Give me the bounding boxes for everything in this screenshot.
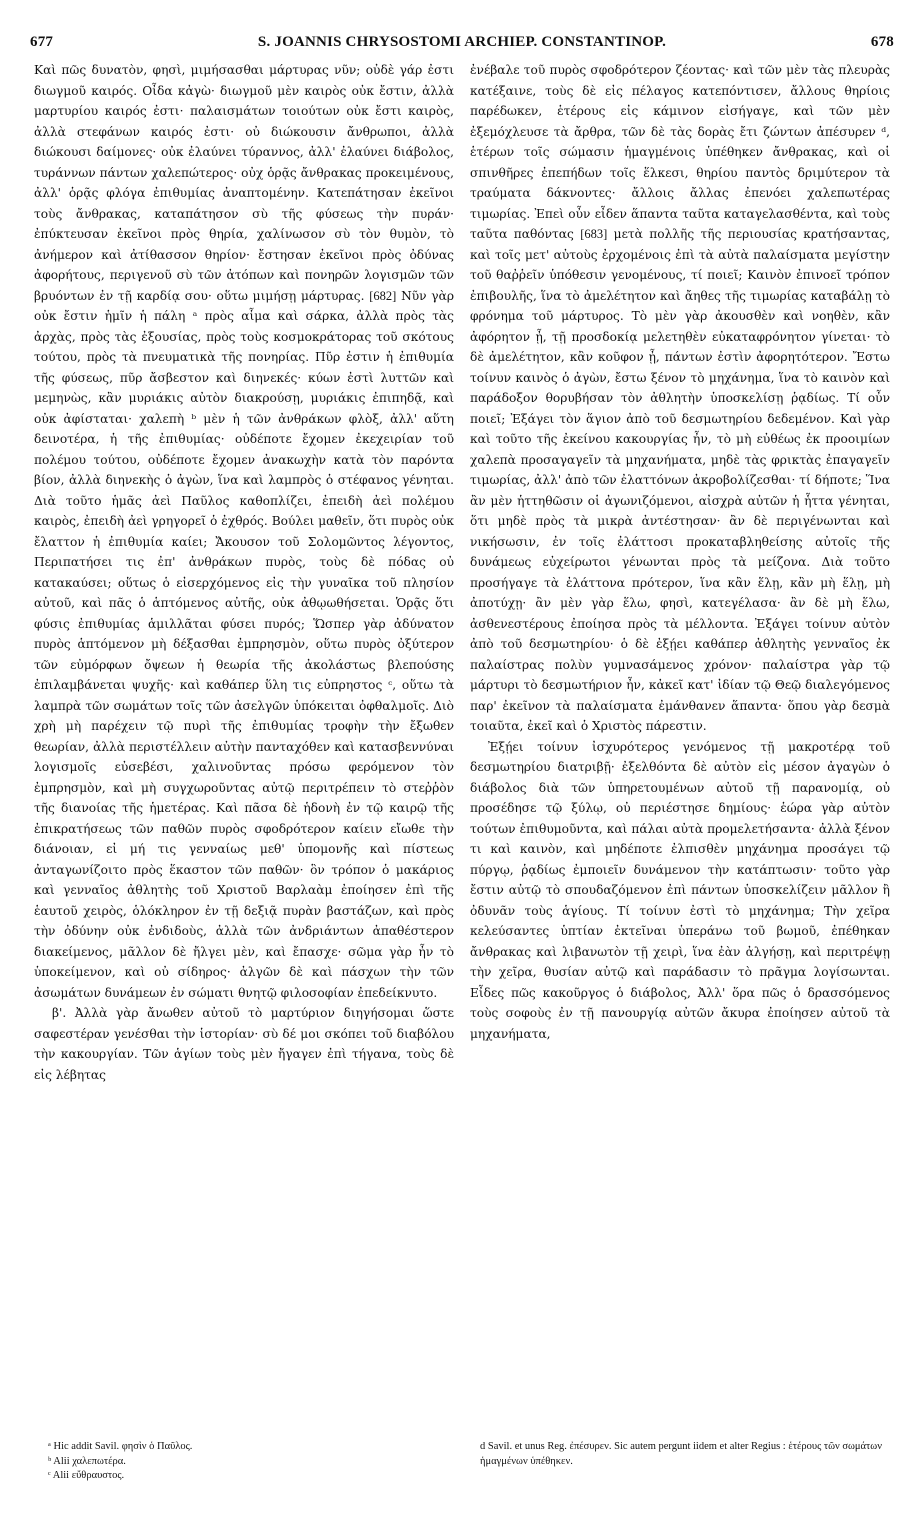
footnote-c: ᶜ Alii εὔθραυστος. (48, 1470, 125, 1481)
footnote-a: ᵃ Hic addit Savil. φησὶν ὁ Παῦλος. (48, 1441, 193, 1452)
right-paragraph-1 (470, 60, 890, 737)
running-title: S. JOANNIS CHRYSOSTOMI ARCHIEP. CONSTANTINOP. (257, 34, 667, 50)
page-number-right: 678 (870, 34, 894, 50)
left-text-1b: Νῦν γὰρ οὐκ ἔστιν ἡμῖν ἡ πάλη ᵃ πρὸς αἷμα καὶ σάρκα, ἀλλὰ πρὸς τὰς ἀρχὰς, πρὸς τὰς ἐξουσίας, πρὸς τοὺς κοσμοκράτορας τοῦ σκότους τούτου, πρὸς τὰ πνευματικὰ τῆς πονηρίας. Πῦρ ἐστιν ἡ ἐπιθυμία τῆς φύσεως, πῦρ ἄσβεστον καὶ διηνεκές· κύων ἐστὶ λυττῶν καὶ μεμηνὼς, κἂν μυριάκις αὐτὸν διακρούσῃ, μυριάκις ἐπιπηδᾷ, καὶ οὐκ ἀφίσταται· χαλεπὴ ᵇ μὲν ἡ τῶν ἀνθράκων φλὸξ, ἀλλ' αὕτη δεινοτέρα, ἡ τῆς ἐπιθυμίας· οὐδέποτε ἔχομεν ἐκεχειρίαν τοῦ πολέμου τούτου, οὐδέποτε ἔχομεν ἀνακωχὴν κατὰ τὸν παρόντα βίον, ἀλλὰ διηνεκὴς ὁ ἀγὼν, ἵνα καὶ λαμπρὸς ὁ στέφανος γένηται. Διὰ τοῦτο ἡμᾶς ἀεὶ Παῦλος καθοπλίζει, ἐπειδὴ ἀεὶ πολέμου καιρὸς, ἐπειδὴ ἀεὶ γρηγορεῖ ὁ ἐχθρός. Βούλει μαθεῖν, ὅτι πυρὸς οὐκ ἔλαττον ἡ ἐπιθυμία καίει; Ἄκουσον τοῦ Σολομῶντος λέγοντος, Περιπατήσει τις ἐπ' ἀνθράκων πυρὸς, τοὺς δὲ πόδας οὐ κατακαύσει; οὕτως ὁ εἰσερχόμενος εἰς τὴν γυναῖκα τοῦ πλησίον αὐτοῦ, καὶ πᾶς ὁ ἁπτόμενος αὐτῆς, οὐκ ἀθῳωθήσεται. Ὁρᾷς ὅτι φύσις ἐπιθυμίας ἁμιλλᾶται φύσει πυρός; Ὥσπερ γὰρ ἀδύνατον πυρὸς ἁπτόμενον μὴ δέξασθαι ἐμπρησμὸν, οὕτω πυρὸς ὀξύτερον τῶν εὐμόρφων ὄψεων ἡ θεωρία τῆς ἀκολάστως βλεπούσης ἐπιλαμβάνεται ψυχῆς· καὶ καθάπερ ὕλη τις εὐπρηστος ᶜ, οὕτω τὰ λαμπρὰ τῶν σωμάτων τοῖς τῶν ἀσελγῶν ὑπόκειται ὀφθαλμοῖς. Διὸ χρὴ μὴ παρέχειν τῷ πυρὶ τῆς ἐπιθυμίας τροφὴν τὴν ἔξωθεν θεωρίαν, ἀλλὰ περιστέλλειν αὐτὴν πανταχόθεν καὶ κατασβεννύναι λογισμοῖς εὐσεβέσι, χαλινοῦντας πρόσω φερόμενον τὸν ἐμπρησμὸν, καὶ μὴ συγχωροῦντας αὐτῷ περιτρέπειν τὸ στεῤῥὸν τῆς διανοίας τῆς ἡμετέρας. Καὶ πᾶσα δὲ ἡδονὴ ἐν τῷ καιρῷ τῆς ἐπικρατήσεως τῶν παθῶν πυρὸς σφοδρότερον καίειν εἴωθε τὴν διάνοιαν, εἰ μή τις γενναίως μεθ' ὑπομονῆς καὶ πίστεως ἀνταγωνίζοιτο πρὸς ἕκαστον τῶν παθῶν· ὃν τρόπον ὁ μακάριος καὶ γενναῖος ἀθλητὴς τοῦ Χριστοῦ Βαρλαὰμ ἐποίησεν ἐπὶ τῆς ἑαυτοῦ χειρὸς, ὁλόκληρον ἐν τῇ δεξιᾷ πυρὰν βαστάζων, καὶ πρὸς τὴν ὀδύνην οὐκ ἐνδιδοὺς, ἀλλὰ τῶν ἀνδριάντων ἀπαθέστερον διακείμενος, μᾶλλον δὲ ἤλγει μὲν, καὶ ἔπασχε· σῶμα γὰρ ἦν τὸ ὑποκείμενον, καὶ οὐ σίδηρος· ἀλγῶν δὲ καὶ πάσχων τὴν τῶν ἀσωμάτων δυνάμεων ἐν σώματι θνητῷ φιλοσοφίαν ἐπεδείκνυτο. (34, 288, 454, 1000)
right-text-1: ἐνέβαλε τοῦ πυρὸς σφοδρότερον ζέοντας· καὶ τῶν μὲν τὰς πλευρὰς κατέξαινε, τοὺς δὲ εἰς πέλαγος κατεπόντισεν, ἄλλους θηρίοις παρέδωκεν, ἑτέρους εἰς κάμινον εἰσήγαγε, καὶ τῶν μὲν ἐξεμόχλευσε τὰ ἄρθρα, τῶν δὲ τὰς δορὰς ἔτι ζώντων ἀπέσυρεν ᵈ, ἑτέρων τοῖς σώμασιν ἡμαγμένοις ὑπέθηκεν ἄνθρακας, καὶ οἱ σπινθῆρες ἐπεπήδων τοῖς ἕλκεσι, θηρίου παντὸς δριμύτερον τὰ τραύματα δάκνοντες· ἄλλοις ἄλλας ἐπενόει χαλεπωτέρας τιμωρίας. Ἐπεὶ οὖν εἶδεν ἅπαντα ταῦτα καταγελασθέντα, καὶ τοὺς ταῦτα παθόντας (470, 63, 890, 241)
right-column (470, 60, 890, 1460)
page-number-left: 677 (30, 34, 54, 50)
page-reference-682: [682] (369, 288, 397, 303)
right-paragraph-2: Ἐξῄει τοίνυν ἰσχυρότερος γενόμενος τῇ μακροτέρᾳ τοῦ δεσμωτηρίου διατριβῇ· ἐξελθόντα δὲ αὐτὸν εἰς μέσον ἀγαγὼν ὁ διάβολος διὰ τῶν ὑπηρετουμένων αὐτοῦ τῇ παρανομίᾳ, οὐ προσέδησε τῷ ξύλῳ, οὐ περιέστησε δημίους· ἑώρα γὰρ αὐτὸν τούτων ἐπιθυμοῦντα, καὶ πάλαι αὐτὰ προμελετήσαντα· ἀλλὰ ξένον τι καὶ καινὸν, καὶ μηδέποτε ἐλπισθὲν μηχάνημα προσάγει τῷ πύργῳ, ῥᾳδίως ἐμποιεῖν δυνάμενον τὴν κατάπτωσιν· τοῦτο γὰρ ἔστιν αὐτῷ τὸ σπουδαζόμενον ἐπὶ πάντων ὑποσκελίζειν μᾶλλον ἢ ὀδυνᾶν τοὺς ἁγίους. Τί τοίνυν ἐστὶ τὸ μηχάνημα; Τὴν χεῖρα κελεύσαντες ὑπτίαν ἐκτεῖναι ὑπεράνω τοῦ βωμοῦ, ἐπέθηκαν ἄνθρακας καὶ λιβανωτὸν τῇ χειρὶ, ἵνα ἐὰν ἀλγήσῃ, καὶ περιτρέψῃ τὴν χεῖρα, θυσίαν αὐτῷ καὶ παράδασιν τὸ πρᾶγμα λογίσωνται. Εἶδες πῶς κακοῦργος ὁ διάβολος, Ἀλλ' ὅρα πῶς ὁ δρασσόμενος τοὺς σοφοὺς ἐν τῇ πανουργίᾳ αὐτῶν ἄκυρα ἐποίησεν αὐτοῦ τὰ μηχανήματα, (470, 739, 890, 1041)
footnotes-left (48, 1440, 468, 1484)
footnote-d: d Savil. et unus Reg. ἐπέσυρεν. Sic autem pergunt iidem et alter Regius : ἑτέρους τῶν σωμάτων ἡμαγμένων ὑπέθηκεν. (480, 1441, 882, 1467)
left-column (34, 60, 454, 1460)
left-paragraph-1 (34, 60, 454, 1003)
page-header (30, 34, 894, 60)
right-text-1b: μετὰ πολλῆς τῆς περιουσίας κρατήσαντας, καὶ τοῖς μετ' αὐτοὺς ἐρχομένοις ἐπὶ τὰ αὐτὰ παλαίσματα μεγίστην τοῦ θαῤῥεῖν ὑπόθεσιν γενομένους, τί ποιεῖ; Καινὸν ἐπινοεῖ τρόπον ἐπιβουλῆς, ἵνα τὸ ἀμελέτητον καὶ ἄηθες τῆς τιμωρίας καταβάλῃ τὸ φρόνημα τοῦ μάρτυρος. Τὸ μὲν γὰρ ἀκουσθὲν καὶ νοηθὲν, κἂν ἀφόρητον ᾖ, τῇ προσδοκίᾳ μελετηθὲν εὐκαταφρόνητον γίνεται· τὸ δὲ ἀμελέτητον, κἂν κοῦφον ᾖ, πάντων ἐστὶν ἀφορητότερον. Ἔστω τοίνυν καινὸς ὁ ἀγὼν, ἔστω ξένον τὸ μηχάνημα, ἵνα τὸ καινὸν καὶ παράδοξον θορυβήσαν τὸν ἀθλητὴν ὑποσκελίσῃ ῥᾳδίως. Τί οὖν ποιεῖ; Ἐξάγει τὸν ἅγιον ἀπὸ τοῦ δεσμωτηρίου δεδεμένον. Καὶ γὰρ καὶ τοῦτο τῆς ἐκείνου κακουργίας ἦν, τὸ μὴ εὐθέως ἐκ προοιμίων χαλεπὰ προσαγαγεῖν τὰ μηχανήματα, μηδὲ τὰς φρικτὰς ἐπαγαγεῖν τιμωρίας, ἀλλ' ἀπὸ τῶν ἐλαττόνων ἀκροβολίζεσθαι· τί δήποτε; Ἵνα ἂν μὲν ἡττηθῶσιν οἱ ἀγωνιζόμενοι, αἰσχρὰ αὐτῶν ἡ ἧττα γένηται, ὅτι μηδὲ πρὸς τὰ μικρὰ ἀντέστησαν· ἂν δὲ περιγένωνται καὶ νικήσωσιν, ἐν τοῖς ἐλάττοσι προκαταβληθείσης αὐτοῖς τῆς δυνάμεως εὐχείρωτοι γένωνται πρὸς τὰ μείζονα. Διὰ τοῦτο προσήγαγε τὰ ἐλάττονα πρότερον, ἵνα κἂν ἕλῃ, κἂν μὴ ἕλῃ, μὴ ἀποτύχῃ· ἂν μὲν γὰρ ἕλω, φησὶ, κατεγέλασα· ἂν δὲ μὴ ἕλω, ἀσθενεστέρους ἐποίησα πρὸς τὰ μέλλοντα. Ἐξάγει τοίνυν αὐτὸν ἀπὸ τοῦ δεσμωτηρίου· ὁ δὲ ἐξῄει καθάπερ ἀθλητὴς γενναῖος ἐκ παλαίστρας πολὺν γυμνασάμενος χρόνον· παλαίστρα γὰρ τῷ μάρτυρι τὸ δεσμωτήριον ἦν, κἀκεῖ κατ' ἰδίαν τῷ Θεῷ διαλεγόμενος παρ' ἐκεῖνον τὰ παλαίσματα ἐμάνθανεν ἅπαντα· ὅπου γὰρ δεσμὰ τοιαῦτα, ἐκεῖ καὶ ὁ Χριστὸς πάρεστιν. (470, 227, 890, 733)
footnote-b: ᵇ Alii χαλεπωτέρα. (48, 1455, 126, 1467)
left-text-1: Καὶ πῶς δυνατὸν, φησὶ, μιμήσασθαι μάρτυρας νῦν; οὐδὲ γάρ ἐστι διωγμοῦ καιρός. Οἶδα κἀγὼ· διωγμοῦ μὲν καιρὸς οὐκ ἔστιν, ἀλλὰ μαρτυρίου καιρός ἐστι· παλαισμάτων τοιούτων οὐκ ἔστι καιρὸς, ἀλλὰ στεφάνων καιρός ἐστι· οὐ διώκουσιν ἄνθρωποι, ἀλλὰ διώκουσι δαίμονες· οὐκ ἐλαύνει τύραννος, ἀλλ' ἐλαύνει διάβολος, τυράννων πάντων χαλεπώτερος· οὐχ ὁρᾷς ἄνθρακας προκειμένους, ἀλλ' ὁρᾷς φλόγα ἐπιθυμίας ἀναπτομένην. Κατεπάτησαν ἐκεῖνοι τοὺς ἄνθρακας, καταπάτησον σὺ τῆς φύσεως τὴν πυράν· ἐπύκτευσαν ἐκεῖνοι πρὸς θηρία, χαλίνωσον σὺ τὸν θυμὸν, τὸ ἀνήμερον καὶ ἀτίθασσον θηρίον· ἔστησαν ἐκεῖνοι πρὸς ὀδύνας ἀφορήτους, περιγενοῦ σὺ τῶν ἀτόπων καὶ πονηρῶν λογισμῶν τῶν βρυόντων ἐν τῇ καρδίᾳ σου· οὕτω μιμήσῃ μάρτυρας. (34, 63, 454, 303)
footnotes-right (480, 1440, 890, 1469)
left-paragraph-2: β'. Ἀλλὰ γὰρ ἄνωθεν αὐτοῦ τὸ μαρτύριον διηγήσομαι ὥστε σαφεστέραν γενέσθαι τὴν ἱστορίαν· σὺ δέ μοι σκόπει τοῦ διαβόλου τὴν κακουργίαν. Τῶν ἁγίων τοὺς μὲν ἤγαγεν ἐπὶ τήγανα, τοὺς δὲ εἰς λέβητας (34, 1006, 454, 1082)
page-reference-683: [683] (580, 227, 608, 241)
